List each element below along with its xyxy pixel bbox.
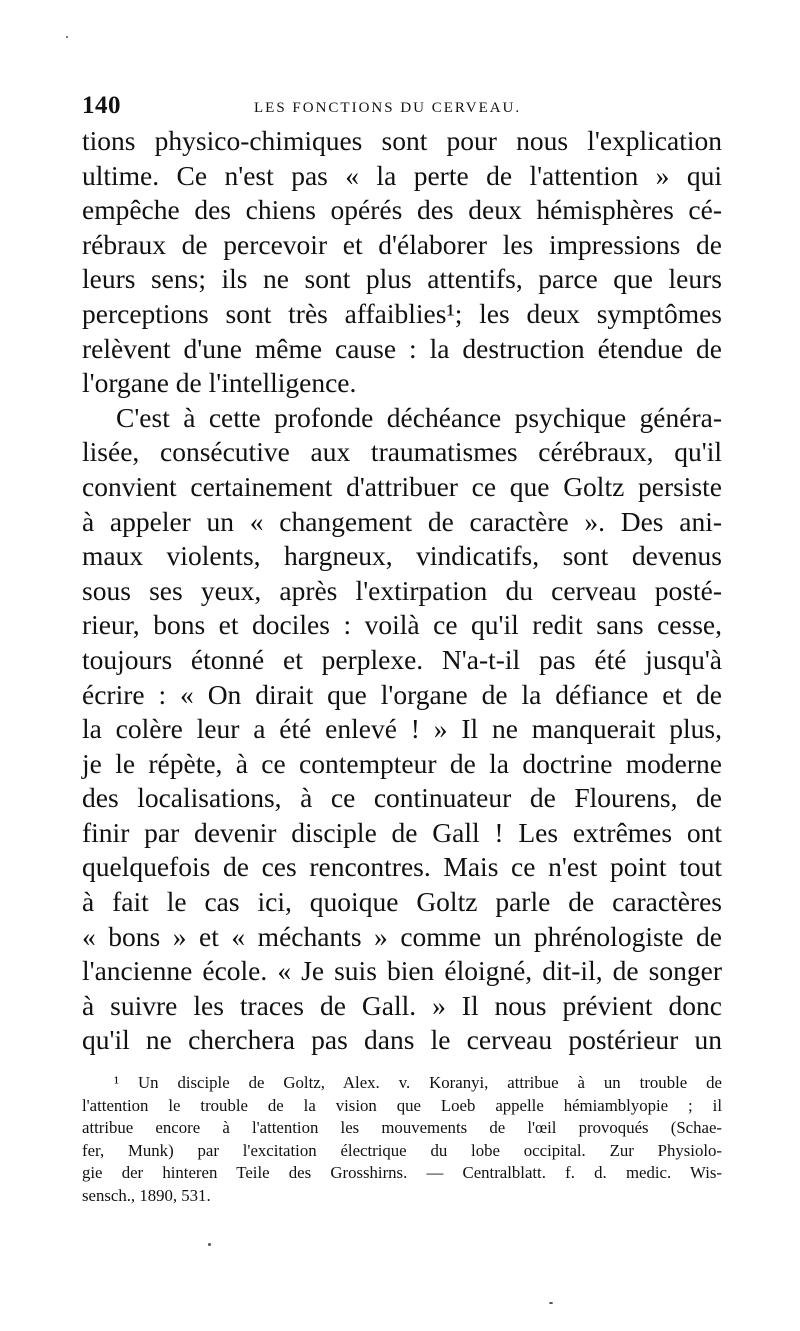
text-line: lisée, consécutive aux traumatismes cérébraux, qu'il [82, 436, 722, 468]
footnote-line: fer, Munk) par l'excitation électrique du lobe occipital. Zur Physiolo- [82, 1140, 722, 1160]
text-line: à appeler un « changement de caractère ». Des ani- [82, 505, 722, 537]
ink-speck [208, 1243, 211, 1246]
text-line: qu'il ne cherchera pas dans le cerveau postérieur un [82, 1024, 722, 1056]
text-line: relèvent d'une même cause : la destruction étendue de [82, 332, 722, 364]
text-line: C'est à cette profonde déchéance psychique généra- [116, 401, 722, 433]
footnote [82, 1072, 722, 1208]
running-title: LES FONCTIONS DU CERVEAU. [254, 100, 522, 116]
text-line: « bons » et « méchants » comme un phrénologiste de [82, 920, 722, 952]
text-line: rieur, bons et dociles : voilà ce qu'il redit sans cesse, [82, 609, 722, 641]
text-line: convient certainement d'attribuer ce que Goltz persiste [82, 470, 722, 502]
body-text [82, 124, 722, 1058]
text-line: à suivre les traces de Gall. » Il nous prévient donc [82, 989, 722, 1021]
footnote-line: ¹ Un disciple de Goltz, Alex. v. Koranyi, attribue à un trouble de [114, 1073, 722, 1092]
text-line: la colère leur a été enlevé ! » Il ne manquerait plus, [82, 713, 722, 745]
ink-speck [66, 36, 68, 38]
page-number: 140 [82, 92, 121, 119]
text-line: écrire : « On dirait que l'organe de la défiance et de [82, 678, 722, 710]
text-line: quelquefois de ces rencontres. Mais ce n'est point tout [82, 851, 722, 883]
text-line: sous ses yeux, après l'extirpation du cerveau posté- [82, 574, 722, 606]
text-line: l'ancienne école. « Je suis bien éloigné, dit-il, de songer [82, 955, 722, 987]
text-line: leurs sens; ils ne sont plus attentifs, parce que leurs [82, 263, 722, 295]
running-head [82, 92, 722, 122]
text-line: perceptions sont très affaiblies¹; les deux symptômes [82, 297, 722, 329]
text-line: toujours étonné et perplexe. N'a-t-il pas été jusqu'à [82, 643, 722, 675]
text-line: l'organe de l'intelligence. [82, 367, 357, 399]
text-line: empêche des chiens opérés des deux hémisphères cé- [82, 194, 722, 226]
text-line: maux violents, hargneux, vindicatifs, sont devenus [82, 540, 722, 572]
footnote-line: l'attention le trouble de la vision que Loeb appelle hémiamblyopie ; il [82, 1095, 722, 1115]
footnote-line: sensch., 1890, 531. [82, 1185, 211, 1205]
footnote-line: attribue encore à l'attention les mouvements de l'œil provoqués (Schae- [82, 1118, 722, 1138]
text-line: tions physico-chimiques sont pour nous l'explication [82, 125, 722, 156]
text-line: ultime. Ce n'est pas « la perte de l'attention » qui [82, 159, 722, 191]
text-line: à fait le cas ici, quoique Goltz parle de caractères [82, 886, 722, 918]
text-line: je le répète, à ce contempteur de la doctrine moderne [82, 747, 722, 779]
text-line: rébraux de percevoir et d'élaborer les impressions de [82, 228, 722, 260]
text-line: des localisations, à ce continuateur de Flourens, de [82, 782, 722, 814]
ink-speck [549, 1302, 553, 1304]
footnote-line: gie der hinteren Teile des Grosshirns. — Centralblatt. f. d. medic. Wis- [82, 1163, 722, 1183]
text-line: finir par devenir disciple de Gall ! Les extrêmes ont [82, 816, 722, 848]
